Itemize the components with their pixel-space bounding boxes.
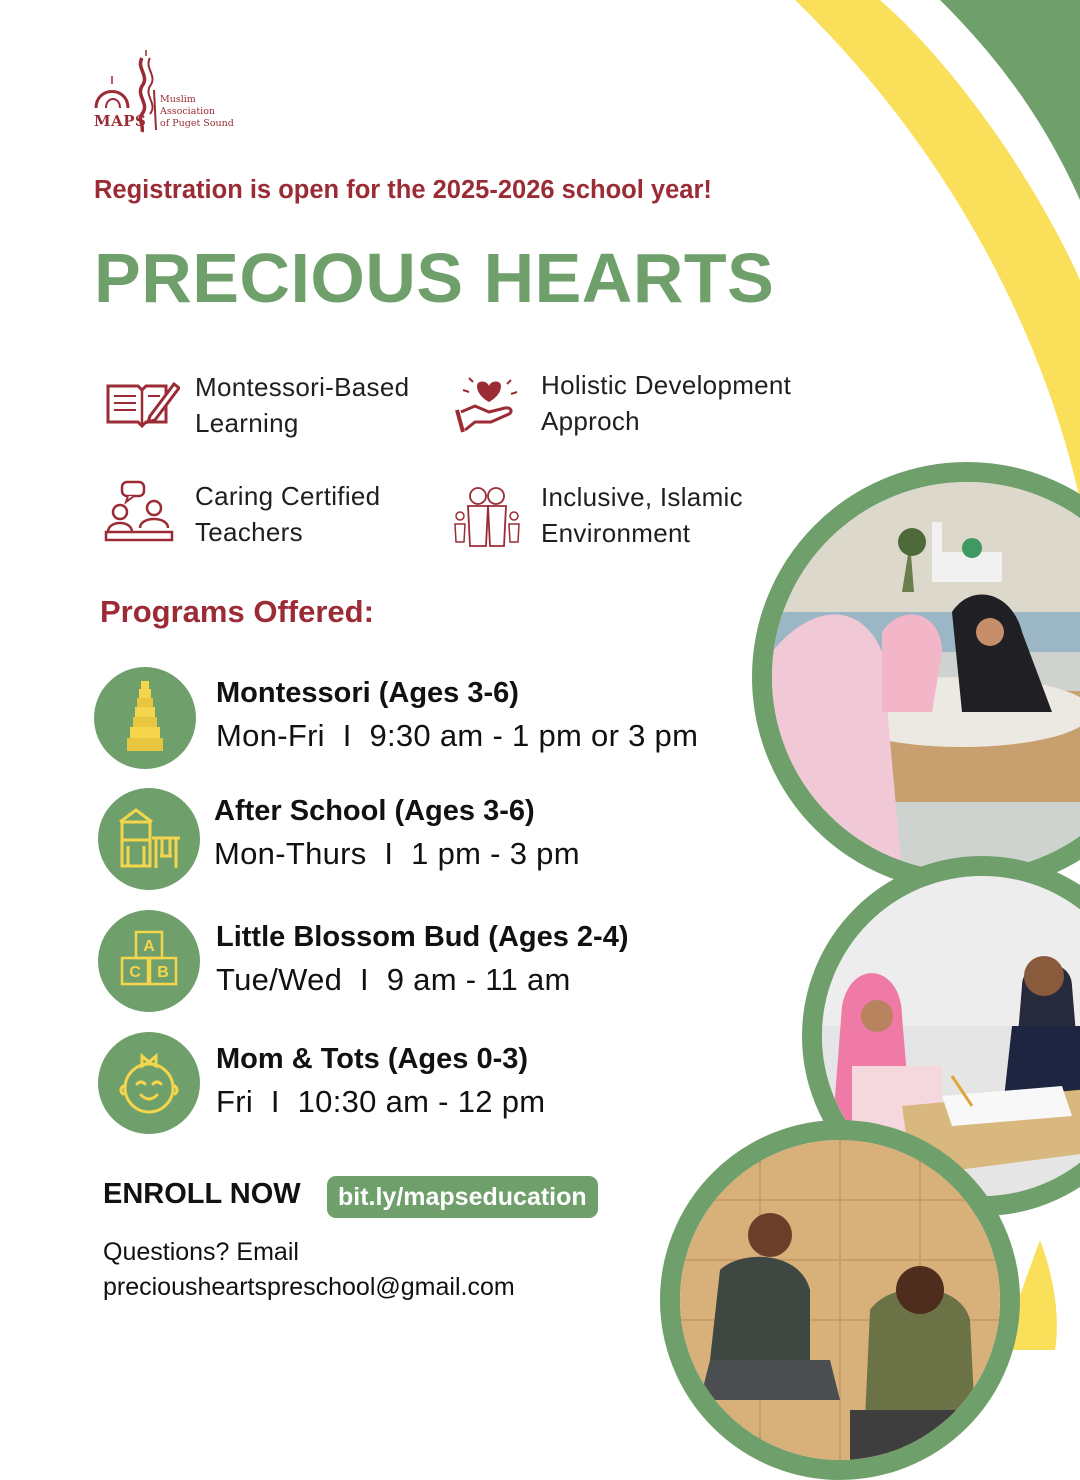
classroom-photo-3: [660, 1120, 1020, 1480]
program-schedule: Mon-Fri I 9:30 am - 1 pm or 3 pm: [216, 718, 699, 753]
program-name: After School (Ages 3-6): [214, 795, 535, 827]
family-icon: [452, 484, 524, 548]
program-name: Montessori (Ages 3-6): [216, 677, 519, 709]
enroll-link[interactable]: bit.ly/mapseducation: [327, 1176, 598, 1218]
baby-face-icon: [98, 1032, 200, 1134]
enroll-now-label: ENROLL NOW: [103, 1178, 301, 1210]
logo-acronym: MAPS: [94, 112, 147, 130]
feature-line: Caring Certified: [195, 481, 381, 511]
page-title: PRECIOUS HEARTS: [94, 239, 775, 317]
teachers-chat-icon: [104, 480, 174, 544]
program-icon-circle: [98, 910, 200, 1012]
abc-blocks-icon: [98, 910, 200, 1012]
program-icon-circle: [98, 788, 200, 890]
svg-text:B: B: [157, 964, 169, 981]
pink-tower-icon: [94, 667, 196, 769]
programs-heading: Programs Offered:: [100, 594, 374, 629]
feature-inclusive: [541, 479, 743, 551]
program-name: Little Blossom Bud (Ages 2-4): [216, 921, 629, 953]
logo-line-3: of Puget Sound: [160, 118, 234, 129]
feature-line: Environment: [541, 518, 691, 548]
program-icon-circle: [94, 667, 196, 769]
playground-icon: [98, 788, 200, 890]
contact-email[interactable]: preciousheartspreschool@gmail.com: [103, 1273, 515, 1301]
program-schedule: Mon-Thurs I 1 pm - 3 pm: [214, 836, 580, 871]
hands-heart-puzzle-icon: [455, 372, 525, 440]
program-schedule: Fri I 10:30 am - 12 pm: [216, 1084, 546, 1119]
svg-text:C: C: [129, 964, 141, 981]
program-icon-circle: [98, 1032, 200, 1134]
feature-line: Holistic Development: [541, 370, 792, 400]
feature-line: Inclusive, Islamic: [541, 482, 743, 512]
svg-text:A: A: [143, 938, 155, 955]
questions-label: Questions? Email: [103, 1238, 299, 1266]
feature-line: Montessori-Based: [195, 372, 410, 402]
logo-org-name: [160, 94, 234, 130]
logo-line-1: Muslim: [160, 94, 196, 105]
program-schedule: Tue/Wed I 9 am - 11 am: [216, 962, 571, 997]
program-name: Mom & Tots (Ages 0-3): [216, 1043, 529, 1075]
feature-line: Learning: [195, 408, 299, 438]
feature-line: Approch: [541, 406, 640, 436]
logo-line-2: Association: [160, 106, 216, 117]
feature-line: Teachers: [195, 517, 303, 547]
feature-montessori: [195, 369, 409, 441]
open-book-pen-icon: [104, 378, 180, 428]
registration-subtitle: Registration is open for the 2025-2026 school year!: [94, 176, 712, 204]
feature-holistic: [541, 367, 791, 439]
feature-teachers: [195, 478, 380, 550]
